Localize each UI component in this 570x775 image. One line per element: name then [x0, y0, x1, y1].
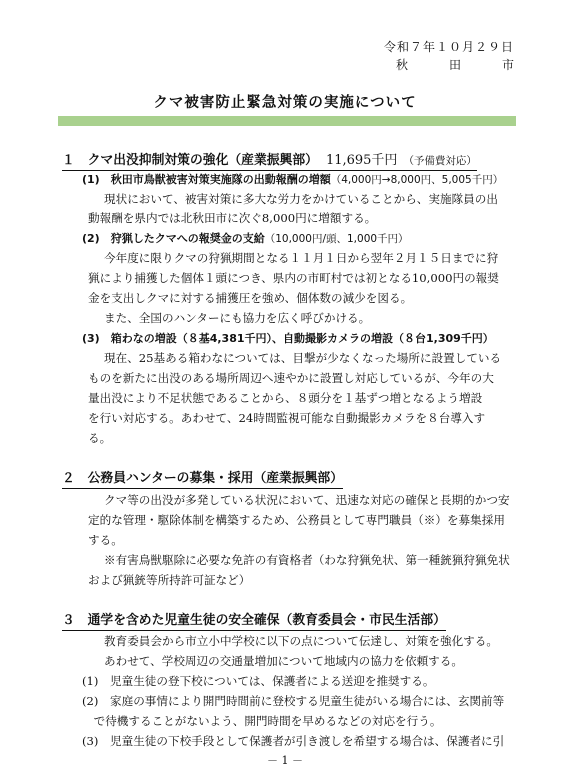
section-2-line: クマ等の出没が多発している状況において、迅速な対応の確保と長期的かつ安	[104, 493, 510, 507]
item-1-2-line: 猟により捕獲した個体１頭につき、県内の市町村では初となる10,000円の報奨	[88, 271, 499, 285]
section-3-heading: ３ 通学を含めた児童生徒の安全確保（教育委員会・市民生活部）	[62, 609, 446, 631]
section-1-heading	[62, 149, 477, 171]
section-1-budget: 11,695千円	[325, 153, 398, 168]
item-1-1-label: (1) 秋田市鳥獣被害対策実施隊の出動報酬の増額	[82, 173, 331, 186]
document-title: クマ被害防止緊急対策の実施について	[153, 94, 417, 111]
item-1-2-line: 今年度に限りクマの狩猟期間となる１１月１日から翌年２月１５日までに狩	[104, 251, 499, 265]
item-1-2-line: 金を支出しクマに対する捕獲圧を強め、個体数の減少を図る。	[88, 291, 413, 305]
section-2-footnote-line: および猟銃等所持許可証など）	[88, 573, 251, 587]
issuer-city-char: 秋	[396, 58, 409, 72]
item-1-3-line: る。	[88, 431, 112, 445]
item-1-3-line: 量出没により不足状態であることから、８頭分を１基ずつ増となるよう増設	[88, 391, 483, 405]
section-3-line: 教育委員会から市立小中学校に以下の点について伝達し、対策を強化する。	[104, 634, 498, 648]
item-1-3-line: ものを新たに出没のある場所周辺へ速やかに設置し対応しているが、今年の大	[88, 371, 494, 385]
section-2-heading: ２ 公務員ハンターの募集・採用（産業振興部）	[62, 467, 343, 489]
item-1-2-heading	[82, 230, 409, 246]
section-1-title: １ クマ出没抑制対策の強化（産業振興部）	[62, 153, 318, 168]
issuer-city	[396, 56, 514, 73]
section-3-list-item: (1) 児童生徒の登下校については、保護者による送迎を推奨する。	[82, 674, 435, 688]
item-1-3-line: 現在、25基ある箱わなについては、目撃が少なくなった場所に設置している	[104, 351, 502, 365]
issuer-city-char: 田	[448, 58, 461, 72]
item-1-1-line: 現状において、被害対策に多大な労力をかけていることから、実施隊員の出	[104, 192, 498, 206]
section-3-line: あわせて、学校周辺の交通量増加について地域内の協力を依頼する。	[104, 654, 463, 668]
item-1-1-line: 動報酬を県内では北秋田市に次ぐ8,000円に増額する。	[88, 211, 377, 225]
section-2-footnote-line: ※有害鳥獣駆除に必要な免許の有資格者（わな狩猟免状、第一種銃猟狩猟免状	[104, 553, 510, 567]
item-1-2-line: また、全国のハンターにも協力を広く呼びかける。	[104, 311, 371, 325]
issuer-city-char: 市	[501, 58, 514, 72]
section-2-line: する。	[88, 533, 123, 547]
title-underline-bar	[58, 116, 516, 126]
page-number: － 1 －	[267, 754, 303, 767]
item-1-2-label: (2) 狩猟したクマへの報奨金の支給	[82, 232, 265, 245]
item-1-3-line: を行い対応する。あわせて、24時間監視可能な自動撮影カメラを８台導入す	[88, 411, 486, 425]
item-1-3-heading: (3) 箱わなの増設（８基4,381千円）、自動撮影カメラの増設（８台1,309千円）	[82, 332, 494, 345]
section-1-note: （予備費対応）	[403, 155, 477, 167]
item-1-1-heading	[82, 171, 503, 187]
item-1-2-amount: （10,000円/頭、1,000千円）	[264, 233, 409, 245]
item-1-1-amount: （4,000円→8,000円、5,005千円）	[330, 174, 504, 186]
section-3-list-item: で待機することがないよう、開門時間を早めるなどの対応を行う。	[82, 714, 442, 728]
section-2-line: 定的な管理・駆除体制を構築するため、公務員として専門職員（※）を募集採用	[88, 513, 505, 527]
section-3-list-item: (2) 家庭の事情により開門時間前に登校する児童生徒がいる場合には、玄関前等	[82, 694, 505, 708]
document-date: 令和７年１０月２９日	[383, 40, 514, 54]
section-3-list-item: (3) 児童生徒の下校手段として保護者が引き渡しを希望する場合は、保護者に引	[82, 734, 505, 748]
